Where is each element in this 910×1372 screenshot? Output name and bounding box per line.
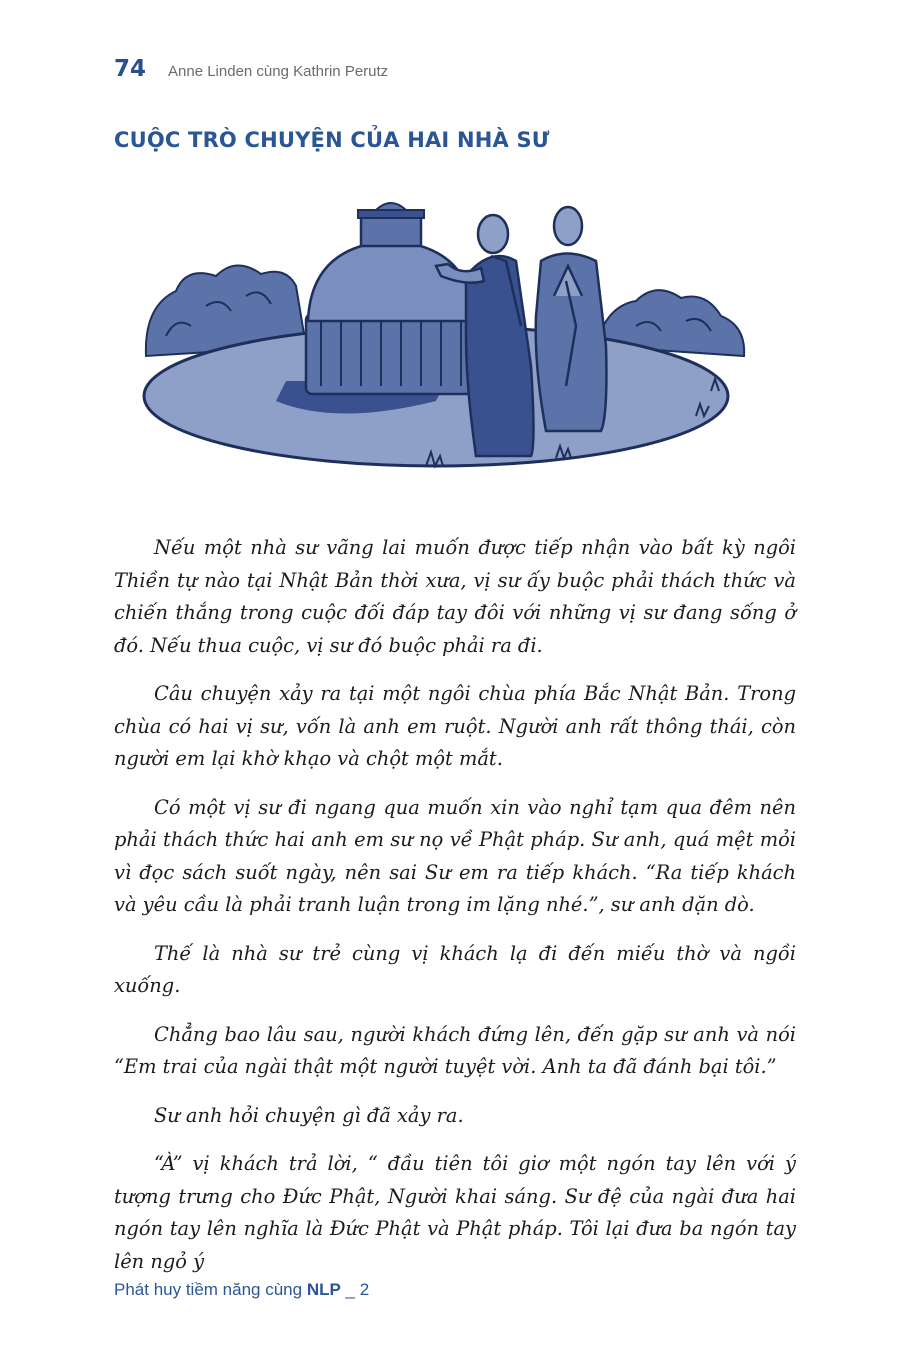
paragraph: Sư anh hỏi chuyện gì đã xảy ra. [154, 1103, 464, 1127]
chapter-title: CUỘC TRÒ CHUYỆN CỦA HAI NHÀ SƯ [114, 128, 550, 152]
page-header [114, 56, 388, 82]
series-suffix: _ 2 [345, 1280, 370, 1299]
page-footer [114, 1280, 369, 1300]
series-brand: NLP [306, 1280, 341, 1299]
paragraph: Nếu một nhà sư vãng lai muốn được tiếp nhận vào bất kỳ ngôi Thiền tự nào tại Nhật Bản thời xưa, vị sư ấy buộc phải thách thức và chiến thắng trong cuộc đối đáp tay đôi với những vị sư đang sống ở đó. Nếu thua cuộc, vị sư đó buộc phải ra đi. [114, 536, 796, 657]
paragraph: Câu chuyện xảy ra tại một ngôi chùa phía Bắc Nhật Bản. Trong chùa có hai vị sư, vốn là anh em ruột. Người anh rất thông thái, còn người em lại khờ khạo và chột một mắt. [114, 682, 796, 770]
paragraph: Có một vị sư đi ngang qua muốn xin vào nghỉ tạm qua đêm nên phải thách thức hai anh em sư nọ về Phật pháp. Sư anh, quá mệt mỏi vì đọc sách suốt ngày, nên sai Sư em ra tiếp khách. “Ra tiếp khách và yêu cầu là phải tranh luận trong im lặng nhé.”, sư anh dặn dò. [114, 795, 796, 916]
running-head: Anne Linden cùng Kathrin Perutz [168, 63, 389, 80]
monk-back [536, 207, 607, 431]
two-monks-stupa-illustration [136, 186, 758, 482]
stupa-dome [308, 241, 474, 321]
paragraph: Chẳng bao lâu sau, người khách đứng lên, đến gặp sư anh và nói “Em trai của ngài thật một người tuyệt vời. Anh ta đã đánh bại tôi.” [114, 1022, 796, 1078]
stupa-base [306, 314, 476, 394]
body-text [114, 532, 796, 1294]
page-number: 74 [114, 56, 147, 82]
paragraph: “À” vị khách trả lời, “ đầu tiên tôi giơ một ngón tay lên với ý tượng trưng cho Đức Phật, Người khai sáng. Sư đệ của ngài đưa hai ngón tay lên nghĩa là Đức Phật và Phật pháp. Tôi lại đưa ba ngón tay lên ngỏ ý [114, 1152, 796, 1273]
stupa-harmika [361, 216, 421, 246]
series-prefix: Phát huy tiềm năng cùng [114, 1280, 303, 1299]
paragraph: Thế là nhà sư trẻ cùng vị khách lạ đi đến miếu thờ và ngồi xuống. [114, 941, 796, 997]
